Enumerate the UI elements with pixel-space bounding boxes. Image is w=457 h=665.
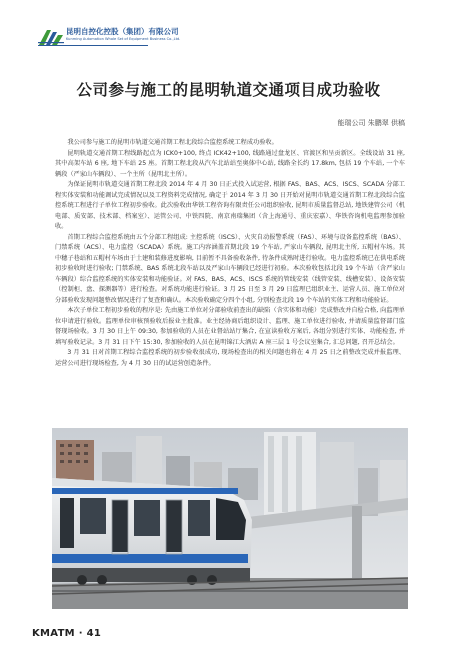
article-title: 公司参与施工的昆明轨道交通项目成功验收 bbox=[76, 81, 381, 99]
paragraph: 为保证昆明市轨道交通首期工程北段 2014 年 4 月 30 日正式投入试运营, 根据 FAS、BAS、ACS、ISCS、SCADA 分部工程实体安装和功能调试完成情况以及工程资料完成情况, 确定于 2014 年 3 月 30 日开始对昆明市轨道交通首期工程北段综合监控系统工程进行子单位工程初步验收。此次验收由华铁工程咨询有限责任公司组织验收, 昆明市质量监督总站, 地铁建管公司（机电部、质安部、技术部、档案室）、运管公司、中铁四院、南京南瑞集团（含上海通号、重庆宏嘉）、华铁咨询机电监理参加验收。 bbox=[55, 181, 405, 230]
paragraph: 本次子单位工程初步验收的程序是: 先由施工单位对分部验收前查出的缺陷（含实体和功能）完成整改并自检合格, 向监理单位申请进行验收。监理单位审核预验收后报业主批准。业主经协商后组织设计、监理、施工单位进行验收, 并请质量监督部门监督现场验收。3 月 30 日上午 09:30, 参加验收的人员在业督站站厅集合, 在宣读验收方案后, 各组分别进行实体、功能检查, 并填写验收记录。3 月 31 日下午 15:30, 参加验收的人员在昆明锦江大酒店 A 座三层 1 号会议室集合, 汇总问题, 召开总结会。 bbox=[55, 307, 405, 346]
paragraph: 昆明轨道交通首期工程线路起点为 ICK0+100, 终点 ICK42+100, 线路通过盘龙区、官渡区和呈贡新区。全线设站 31 座, 其中高架车站 6 座, 地下车站 25 座。首期工程北段从汽车北站站至奥体中心站, 线路全长约 17.8km, 包括 19 个车站, 一个车辆段（严家山车辆段）、一个主所（昆明北主所）。 bbox=[55, 149, 405, 178]
article-body bbox=[55, 138, 405, 369]
header-divider bbox=[38, 45, 148, 46]
paragraph: 3 月 31 日对首期工程综合监控系统的初步验收很成功, 现场检查出的相关问题也将在 4 月 25 日之前整改完成并报监理、运营公司进行现场检查, 为 4 月 30 日的试运营创造条件。 bbox=[55, 349, 405, 367]
metro-train-photo bbox=[52, 428, 408, 609]
company-name-en: Kunming Automation Whole Set of Equipment Business Co.,Ltd. bbox=[66, 37, 181, 41]
paragraph: 我公司参与施工的昆明市轨道交通首期工程北段综合监控系统工程成功验收。 bbox=[67, 139, 278, 146]
page-footer-label: KMATM · 41 bbox=[32, 628, 102, 639]
company-logo-icon bbox=[38, 28, 64, 46]
paragraph: 首期工程综合监控系统由五个分部工程组成: 主控系统（ISCS）、火灾自动报警系统（FAS）、环境与设备监控系统（BAS）、门禁系统（ACS）、电力监控（SCADA）系统。施工内容涵盖首期北段 19 个车站, 严家山车辆段, 昆明北主所, 五帽村车场。其中穗子巷站和五帽村车场由于土建和装修进度影响, 目前暂不具备验收条件, 待条件成熟时进行验收。电力监控系统已在供电系统初步验收时进行验收; 门禁系统、BAS 系统北段车站以及严家山车辆段已经进行初验。本次验收包括北段 19 个车站（含严家山车辆段）综合监控系统的实体安装和功能验证。对 FAS、BAS、ACS、ISCS 系统的管线安装（线管安装、线槽安装）、设备安装（控制柜、盘、探测器等）进行检查。对系统功能进行验证。3 月 25 日至 3 月 29 日监理已组织业主、运营人员、施工单位对分部验收发现问题整改情况进行了复查和确认。本次验收确定分四个小组, 分别检查北段 19 个车站的实体工程和功能验证。 bbox=[55, 233, 405, 304]
company-name bbox=[66, 27, 180, 42]
company-name-cn: 昆明自控化控股（集团）有限公司 bbox=[66, 27, 179, 36]
page-header bbox=[0, 0, 457, 54]
article-author: 能瑞公司 朱鹏翠 供稿 bbox=[337, 119, 405, 127]
